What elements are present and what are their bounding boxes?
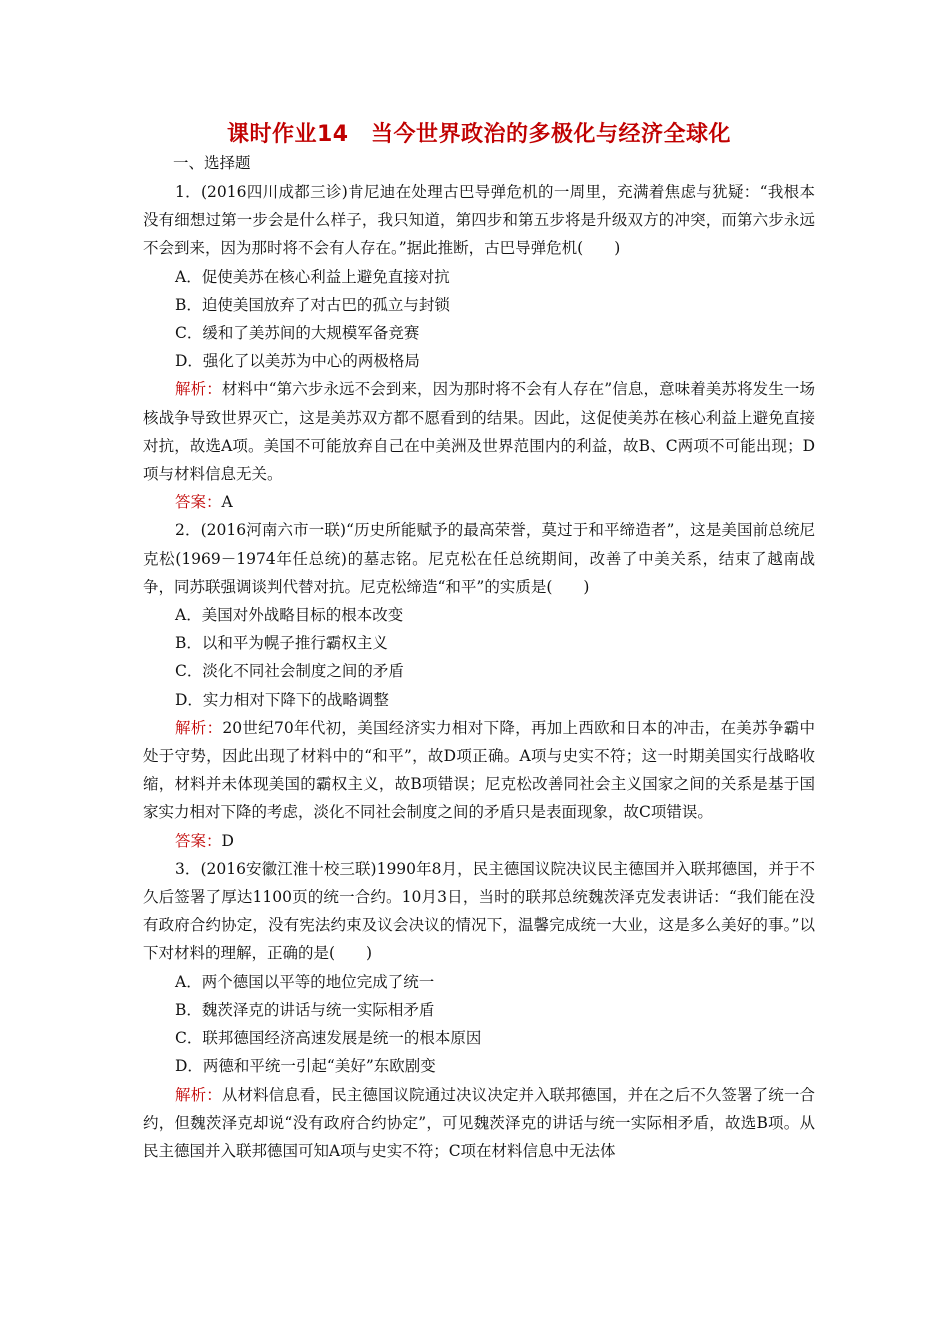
- section-heading: 一、选择题: [173, 154, 251, 172]
- option-b: B．魏茨泽克的讲话与统一实际相矛盾: [175, 1000, 435, 1019]
- question-stem: 3．(2016安徽江淮十校三联)1990年8月，民主德国议院决议民主德国并入联邦德国，并于不久后签署了厚达1100页的统一合约。10月3日，当时的联邦总统魏茨泽克发表讲话：“我们能在没有政府合约协定，没有宪法约束及议会决议的情况下，温馨完成统一大业，这是多么美好的事。”以下对材料的理解，正确的是( ): [143, 859, 815, 963]
- answer-label: 答案：: [175, 831, 222, 850]
- option-a: A．美国对外战略目标的根本改变: [175, 606, 404, 625]
- option-a: A．两个德国以平等的地位完成了统一: [175, 972, 435, 991]
- option-d: D．实力相对下降下的战略调整: [175, 690, 389, 709]
- analysis: [143, 714, 815, 827]
- option-c: C．联邦德国经济高速发展是统一的根本原因: [175, 1029, 482, 1048]
- analysis-text: 从材料信息看，民主德国议院通过决议决定并入联邦德国，并在之后不久签署了统一合约，但魏茨泽克却说“没有政府合约协定”，可见魏茨泽克的讲话与统一实际相矛盾，故选B项。从民主德国并入联邦德国可知A项与史实不符；C项在材料信息中无法体: [143, 1085, 815, 1160]
- option-b: B．迫使美国放弃了对古巴的孤立与封锁: [175, 295, 450, 314]
- analysis: [143, 375, 815, 488]
- option-c: C．缓和了美苏间的大规模军备竞赛: [175, 324, 420, 343]
- option-c: C．淡化不同社会制度之间的矛盾: [175, 662, 404, 681]
- analysis-text: 20世纪70年代初，美国经济实力相对下降，再加上西欧和日本的冲击，在美苏争霸中处于守势，因此出现了材料中的“和平”，故D项正确。A项与史实不符；这一时期美国实行战略收缩，材料并未体现美国的霸权主义，故B项错误；尼克松改善同社会主义国家之间的关系是基于国家实力相对下降的考虑，淡化不同社会制度之间的矛盾只是表面现象，故C项错误。: [143, 718, 815, 822]
- option-d: D．两德和平统一引起“美好”东欧剧变: [175, 1057, 436, 1076]
- analysis-text: 材料中“第六步永远不会到来，因为那时将不会有人存在”信息，意味着美苏将发生一场核战争导致世界灭亡，这是美苏双方都不愿看到的结果。因此，这促使美苏在核心利益上避免直接对抗，故选A项。美国不可能放弃自己在中美洲及世界范围内的利益，故B、C两项不可能出现；D项与材料信息无关。: [143, 380, 815, 484]
- question-1: [143, 178, 815, 516]
- analysis-label: 解析：: [175, 718, 223, 737]
- option-d: D．强化了以美苏为中心的两极格局: [175, 352, 420, 371]
- option-b: B．以和平为幌子推行霸权主义: [175, 634, 388, 653]
- answer: [143, 488, 815, 516]
- option-a: A．促使美苏在核心利益上避免直接对抗: [175, 267, 450, 286]
- answer-label: 答案：: [175, 493, 222, 512]
- question-3: [143, 855, 815, 1165]
- question-stem: 2．(2016河南六市一联)“历史所能赋予的最高荣誉，莫过于和平缔造者”，这是美国前总统尼克松(1969－1974年任总统)的墓志铭。尼克松在任总统期间，改善了中美关系，结束了越南战争，同苏联强调谈判代替对抗。尼克松缔造“和平”的实质是( ): [143, 521, 815, 596]
- answer-value: A: [221, 493, 233, 512]
- question-2: [143, 516, 815, 854]
- answer: [143, 827, 815, 855]
- analysis-label: 解析：: [175, 1085, 222, 1104]
- question-stem: 1．(2016四川成都三诊)肯尼迪在处理古巴导弹危机的一周里，充满着焦虑与犹疑：“我根本没有细想过第一步会是什么样子，我只知道，第四步和第五步将是升级双方的冲突，而第六步永远不会到来，因为那时将不会有人存在。”据此推断，古巴导弹危机( ): [143, 183, 815, 258]
- document-page: [143, 118, 815, 1165]
- page-title: 课时作业14 当今世界政治的多极化与经济全球化: [226, 122, 732, 147]
- analysis-label: 解析：: [175, 380, 222, 399]
- analysis: [143, 1081, 815, 1166]
- answer-value: D: [221, 831, 234, 850]
